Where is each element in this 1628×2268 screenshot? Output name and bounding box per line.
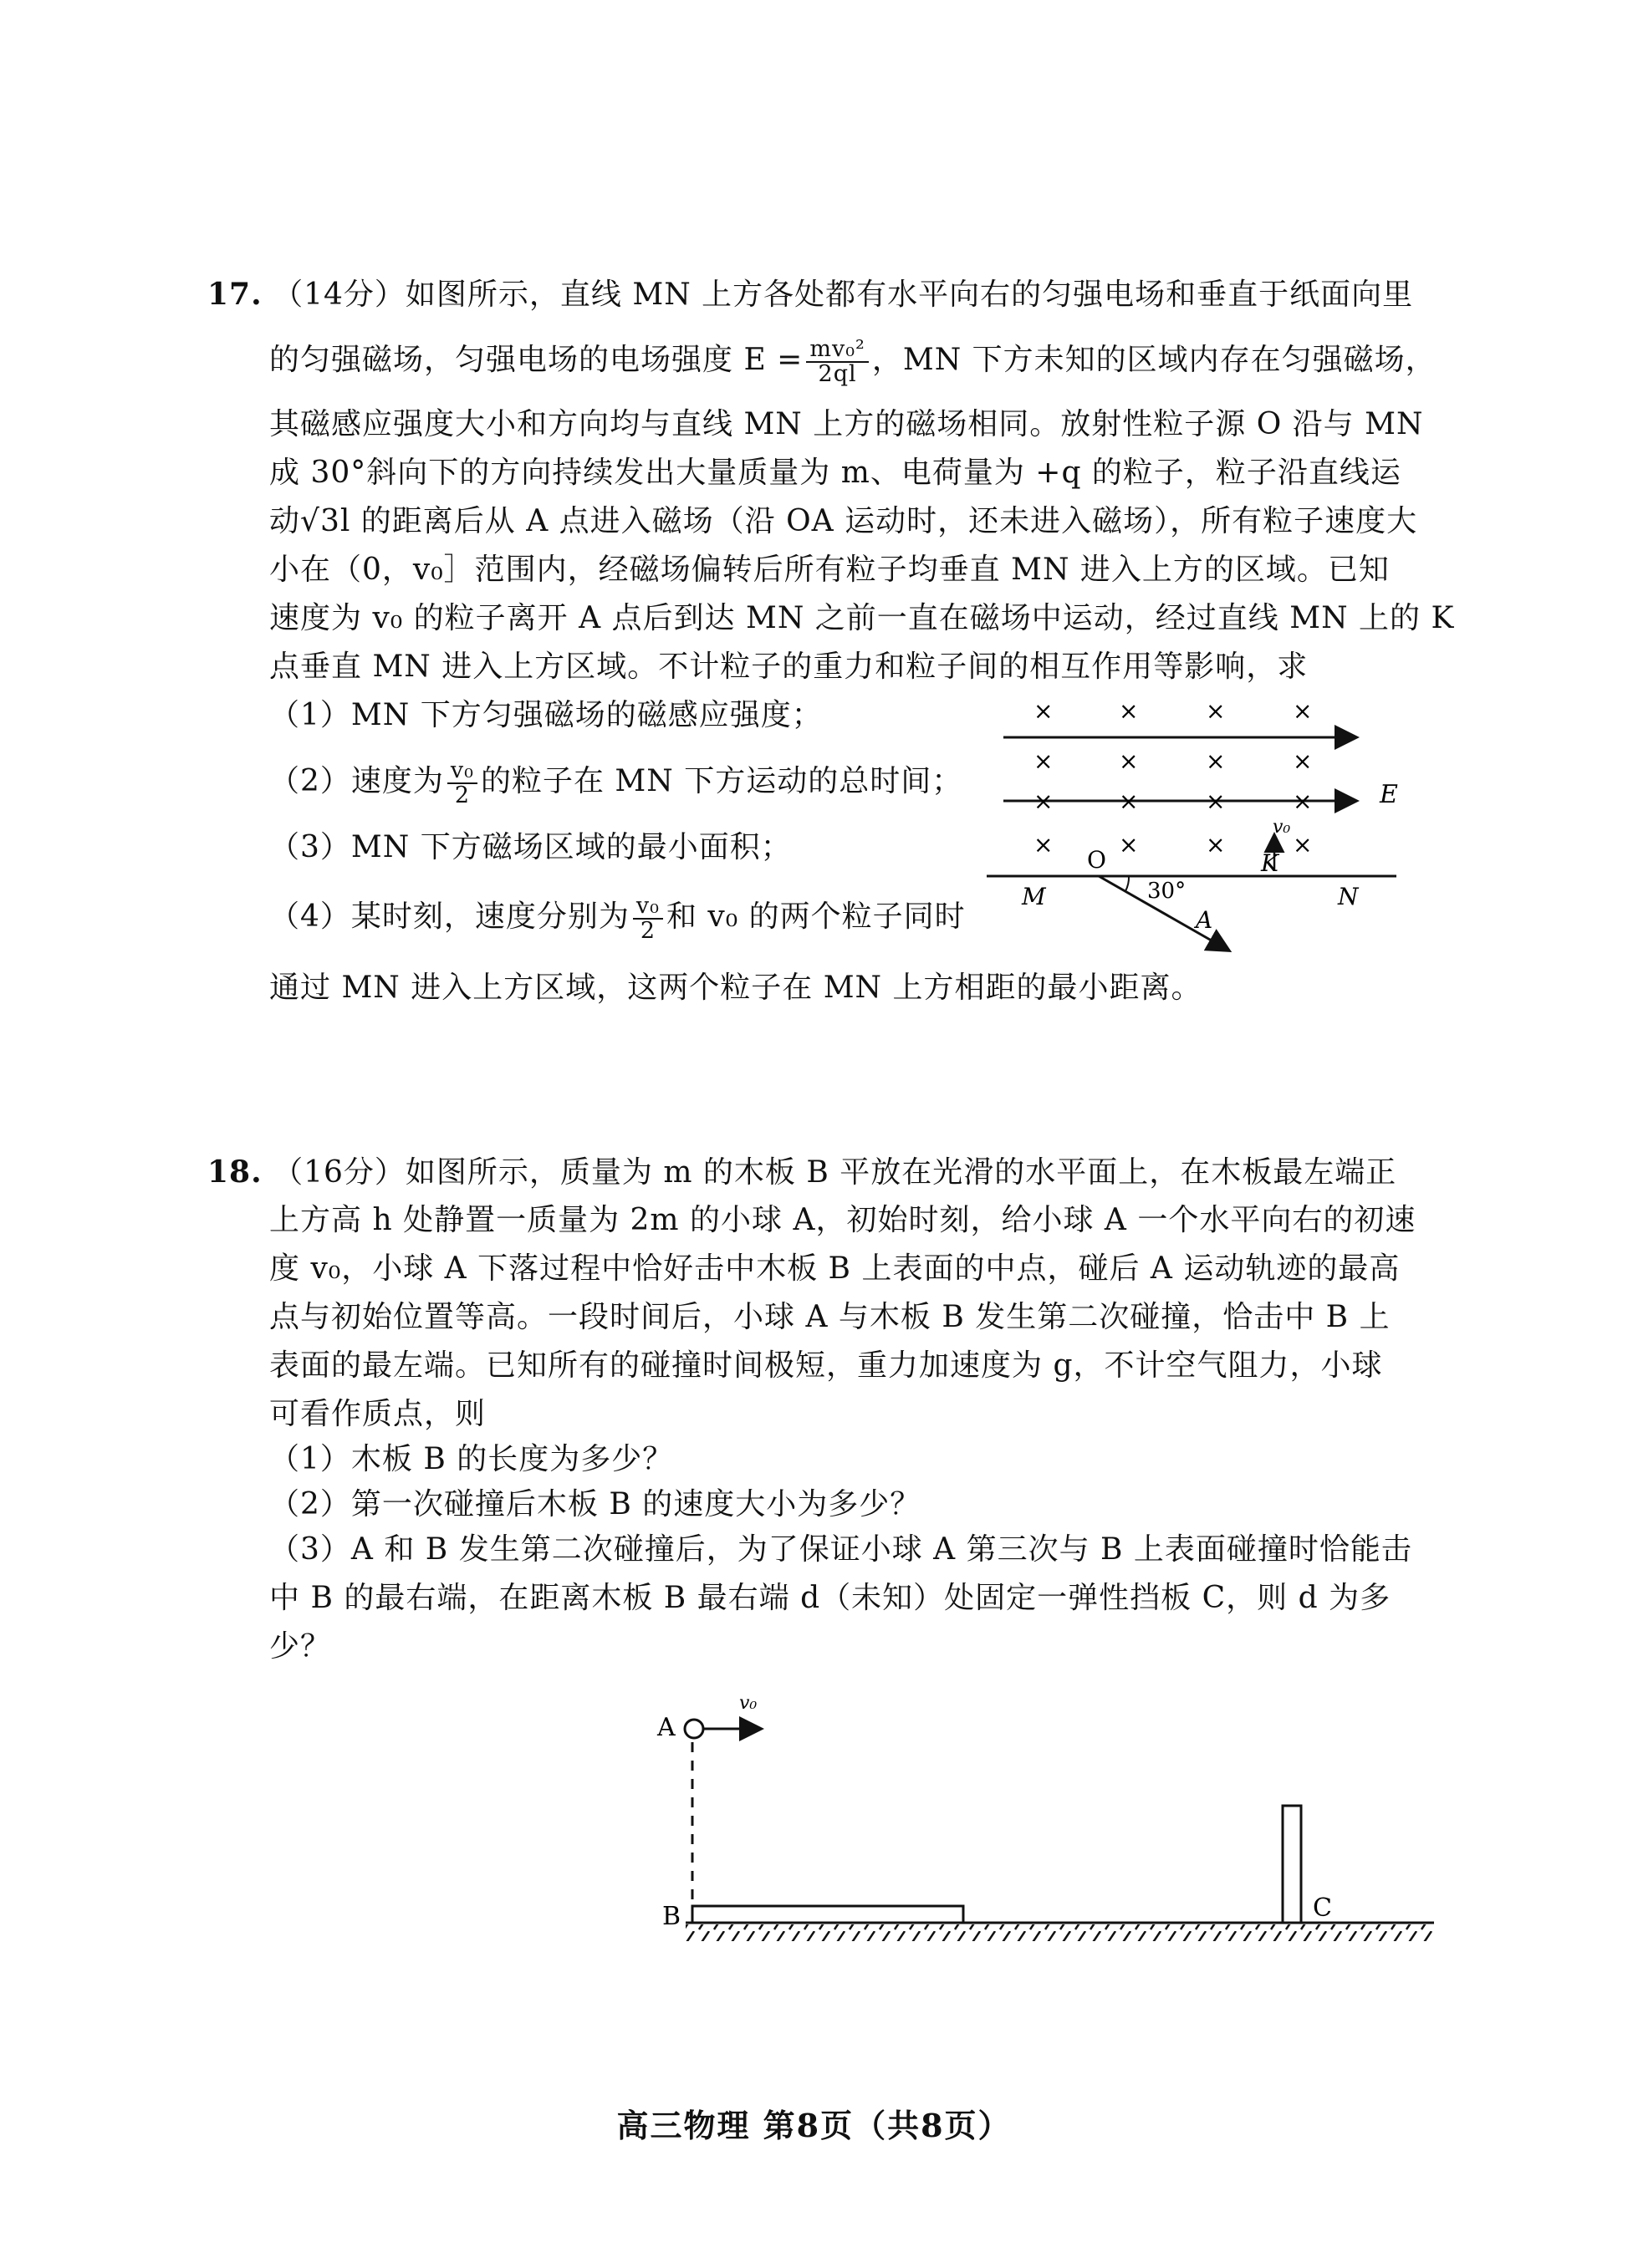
- q18-figure: [652, 1680, 1447, 1956]
- q17-subquestion-4-cont: 通过 MN 进入上方区域，这两个粒子在 MN 上方相距的最小距离。: [269, 971, 1202, 1005]
- cross-4-2: ×: [1119, 831, 1139, 859]
- cross-1-2: ×: [1119, 697, 1139, 725]
- q18-subquestion-1: （1）木板 B 的长度为多少？: [269, 1442, 674, 1476]
- label-v0-18: v₀: [739, 1693, 758, 1714]
- cross-4-1: ×: [1033, 831, 1054, 859]
- q17-s2-text-b: 的粒子在 MN 下方运动的总时间；: [480, 764, 963, 798]
- q17-line-2: [269, 338, 1437, 386]
- q17-s4-denominator: 2: [640, 918, 656, 944]
- cross-2-2: ×: [1119, 747, 1139, 775]
- q17-line-8: 点垂直 MN 进入上方区域。不计粒子的重力和粒子间的相互作用等影响，求: [269, 650, 1309, 684]
- q18-line-3: 度 v₀，小球 A 下落过程中恰好击中木板 B 上表面的中点，碰后 A 运动轨迹的最高: [269, 1251, 1401, 1286]
- q17-s4-text-b: 和 v₀ 的两个粒子同时: [666, 900, 966, 934]
- q17-field-numerator: mv₀²: [806, 338, 869, 363]
- cross-1-1: ×: [1033, 697, 1054, 725]
- ground-hatching: [686, 1924, 1434, 1941]
- q17-subquestion-2: [269, 759, 962, 808]
- q17-subquestion-3: （3）MN 下方磁场区域的最小面积；: [269, 830, 792, 864]
- cross-2-3: ×: [1206, 747, 1226, 775]
- q18-subquestion-3-cont-2: 少？: [269, 1629, 332, 1664]
- q17-points: （14分）: [273, 278, 406, 312]
- cross-2-4: ×: [1293, 747, 1313, 775]
- cross-4-4: ×: [1293, 831, 1313, 859]
- q17-field-fraction: [806, 338, 869, 386]
- q17-line-7: 速度为 v₀ 的粒子离开 A 点后到达 MN 之前一直在磁场中运动，经过直线 MN 上的 K: [269, 601, 1455, 635]
- q18-line-4: 点与初始位置等高。一段时间后，小球 A 与木板 B 发生第二次碰撞，恰击中 B 上: [269, 1300, 1391, 1334]
- q18-line-5: 表面的最左端。已知所有的碰撞时间极短，重力加速度为 g，不计空气阻力，小球: [269, 1348, 1383, 1383]
- label-board-B: B: [662, 1902, 681, 1931]
- q17-text-1: 如图所示，直线 MN 上方各处都有水平向右的匀强电场和垂直于纸面向里: [405, 278, 1414, 312]
- q17-subquestion-1: （1）MN 下方匀强磁场的磁感应强度；: [269, 698, 823, 732]
- q18-subquestion-2: （2）第一次碰撞后木板 B 的速度大小为多少？: [269, 1487, 921, 1521]
- ball-A: [685, 1720, 703, 1738]
- label-v0: v₀: [1273, 817, 1291, 838]
- label-N: N: [1338, 883, 1359, 910]
- label-A: A: [1196, 906, 1213, 934]
- label-angle: 30°: [1147, 879, 1187, 904]
- cross-3-4: ×: [1293, 787, 1313, 815]
- q17-s4-numerator: v₀: [633, 894, 663, 920]
- q17-s2-numerator: v₀: [447, 759, 477, 784]
- cross-3-1: ×: [1033, 787, 1054, 815]
- q18-line-6: 可看作质点，则: [269, 1397, 487, 1431]
- cross-4-3: ×: [1206, 831, 1226, 859]
- q17-s2-denominator: 2: [454, 782, 471, 808]
- q17-number: 17.: [207, 277, 263, 312]
- cross-3-3: ×: [1206, 787, 1226, 815]
- q18-number: 18.: [207, 1154, 263, 1190]
- q17-s2-text-a: （2）速度为: [269, 764, 444, 798]
- q18-subquestion-3-cont-1: 中 B 的最右端，在距离木板 B 最右端 d（未知）处固定一弹性挡板 C，则 d 为多: [269, 1581, 1391, 1615]
- q18-line-1: [207, 1152, 1396, 1193]
- cross-1-4: ×: [1293, 697, 1313, 725]
- q17-line-5: 动√3l 的距离后从 A 点进入磁场（沿 OA 运动时，还未进入磁场），所有粒子速度大: [269, 504, 1418, 538]
- q17-line-3: 其磁感应强度大小和方向均与直线 MN 上方的磁场相同。放射性粒子源 O 沿与 MN: [269, 407, 1424, 441]
- angle-arc: [1125, 876, 1129, 891]
- label-K: K: [1261, 849, 1278, 877]
- q17-s4-text-a: （4）某时刻，速度分别为: [269, 900, 630, 934]
- board-B: [692, 1906, 963, 1923]
- q18-text-1: 如图所示，质量为 m 的木板 B 平放在光滑的水平面上，在木板最左端正: [405, 1155, 1397, 1190]
- label-E: E: [1380, 780, 1398, 809]
- label-barrier-C: C: [1313, 1893, 1332, 1923]
- q17-line-1: [207, 274, 1413, 315]
- q17-subquestion-4: [269, 894, 966, 943]
- q18-line-2: 上方高 h 处静置一质量为 2m 的小球 A，初始时刻，给小球 A 一个水平向右的初速: [269, 1203, 1416, 1237]
- q17-text-2a: 的匀强磁场，匀强电场的电场强度 E =: [269, 343, 804, 377]
- cross-1-3: ×: [1206, 697, 1226, 725]
- cross-2-1: ×: [1033, 747, 1054, 775]
- q17-figure: [987, 685, 1405, 953]
- q17-field-denominator: 2ql: [818, 361, 857, 387]
- q17-line-4: 成 30°斜向下的方向持续发出大量质量为 m、电荷量为 +q 的粒子，粒子沿直线运: [269, 456, 1401, 490]
- q17-text-2b: ，MN 下方未知的区域内存在匀强磁场，: [871, 343, 1437, 377]
- label-M: M: [1022, 883, 1046, 910]
- label-O: O: [1087, 846, 1106, 874]
- q17-s4-fraction: [633, 894, 663, 943]
- cross-3-2: ×: [1119, 787, 1139, 815]
- q17-s2-fraction: [447, 759, 477, 808]
- page-footer: 高三物理 第8页（共8页）: [616, 2107, 1012, 2144]
- q18-subquestion-3: （3）A 和 B 发生第二次碰撞后，为了保证小球 A 第三次与 B 上表面碰撞时恰能击: [269, 1532, 1412, 1567]
- q18-points: （16分）: [273, 1155, 406, 1190]
- q17-line-6: 小在（0，v₀］范围内，经磁场偏转后所有粒子均垂直 MN 进入上方的区域。已知: [269, 553, 1390, 587]
- barrier-C: [1283, 1806, 1301, 1923]
- label-ball-A: A: [657, 1713, 676, 1742]
